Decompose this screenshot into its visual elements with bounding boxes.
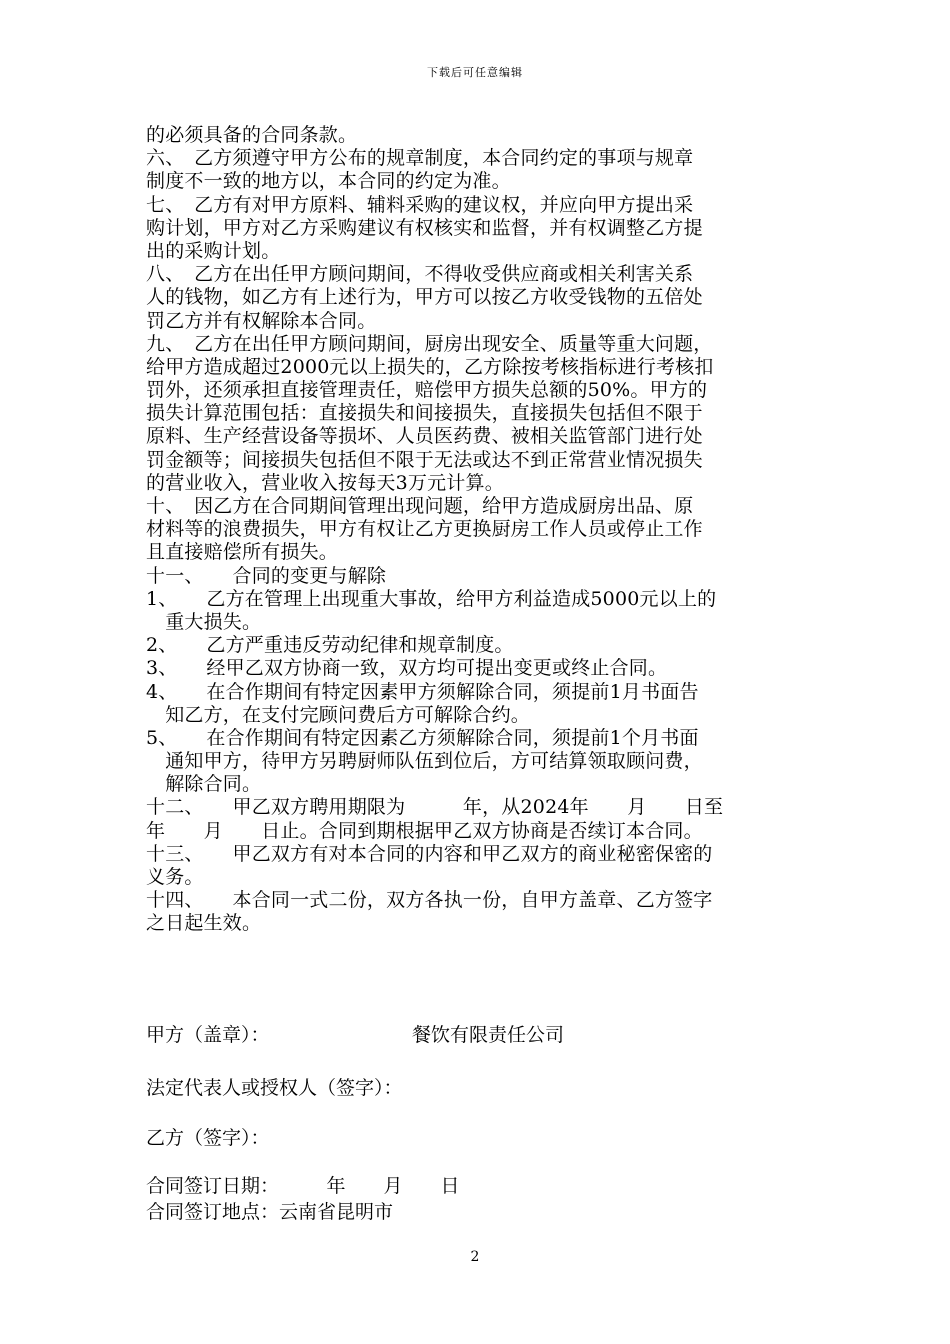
text-line: 原料、生产经营设备等损坏、人员医药费、被相关监管部门进行处 bbox=[146, 425, 703, 448]
text-line: 出的采购计划。 bbox=[146, 239, 281, 262]
signing-place-line: 合同签订地点：云南省昆明市 bbox=[146, 1201, 394, 1223]
text-line: 八、 乙方在出任甲方顾问期间，不得收受供应商或相关利害关系 bbox=[146, 263, 694, 286]
party-a-seal-line: 甲方（盖章）： 餐饮有限责任公司 bbox=[146, 1024, 565, 1046]
text-line: 给甲方造成超过2000元以上损失的，乙方除按考核指标进行考核扣 bbox=[146, 355, 714, 378]
text-line: 十二、 甲乙双方聘用期限为 年，从2024年 月 日至 bbox=[146, 796, 724, 819]
text-line: 5、 在合作期间有特定因素乙方须解除合同，须提前1个月书面 bbox=[146, 726, 699, 749]
text-line: 人的钱物，如乙方有上述行为，甲方可以按乙方收受钱物的五倍处 bbox=[146, 286, 703, 309]
text-line: 七、 乙方有对甲方原料、辅料采购的建议权，并应向甲方提出采 bbox=[146, 193, 694, 216]
text-line: 2、 乙方严重违反劳动纪律和规章制度。 bbox=[146, 634, 514, 657]
text-line: 3、 经甲乙双方协商一致，双方均可提出变更或终止合同。 bbox=[146, 657, 668, 680]
signing-date-line: 合同签订日期： 年 月 日 bbox=[146, 1175, 460, 1197]
party-b-signature-line: 乙方（签字）： bbox=[146, 1127, 270, 1149]
text-line: 九、 乙方在出任甲方顾问期间，厨房出现安全、质量等重大问题， bbox=[146, 332, 713, 355]
text-line: 罚乙方并有权解除本合同。 bbox=[146, 309, 377, 332]
text-line: 罚金额等；间接损失包括但不限于无法或达不到正常营业情况损失 bbox=[146, 448, 703, 471]
text-line: 年 月 日止。合同到期根据甲乙双方协商是否续订本合同。 bbox=[146, 819, 703, 842]
text-line: 且直接赔偿所有损失。 bbox=[146, 541, 339, 564]
text-line: 义务。 bbox=[146, 866, 204, 888]
text-line: 十、 因乙方在合同期间管理出现问题，给甲方造成厨房出品、原 bbox=[146, 495, 694, 517]
legal-rep-signature-line: 法定代表人或授权人（签字）： bbox=[146, 1077, 403, 1099]
contract-body bbox=[146, 124, 808, 936]
text-line: 购计划，甲方对乙方采购建议有权核实和监督，并有权调整乙方提 bbox=[146, 216, 703, 239]
text-line: 重大损失。 bbox=[146, 610, 262, 633]
text-line: 的营业收入，营业收入按每天3万元计算。 bbox=[146, 471, 504, 494]
page-number: 2 bbox=[470, 1249, 480, 1265]
text-line: 损失计算范围包括：直接损失和间接损失，直接损失包括但不限于 bbox=[146, 402, 703, 425]
text-line: 之日起生效。 bbox=[146, 912, 262, 935]
text-line: 十三、 甲乙双方有对本合同的内容和甲乙双方的商业秘密保密的 bbox=[146, 842, 713, 865]
text-line: 通知甲方，待甲方另聘厨师队伍到位后，方可结算领取顾问费， bbox=[146, 750, 703, 773]
text-line: 十四、 本合同一式二份，双方各执一份，自甲方盖章、乙方签字 bbox=[146, 889, 713, 912]
text-line: 解除合同。 bbox=[146, 773, 262, 796]
text-line: 4、 在合作期间有特定因素甲方须解除合同，须提前1月书面告 bbox=[146, 680, 699, 703]
text-line: 制度不一致的地方以，本合同的约定为准。 bbox=[146, 170, 511, 193]
text-line: 的必须具备的合同条款。 bbox=[146, 124, 358, 146]
text-line: 罚外，还须承担直接管理责任，赔偿甲方损失总额的50%。甲方的 bbox=[146, 379, 708, 402]
text-line: 六、 乙方须遵守甲方公布的规章制度，本合同约定的事项与规章 bbox=[146, 147, 694, 170]
text-line: 材料等的浪费损失，甲方有权让乙方更换厨房工作人员或停止工作 bbox=[146, 518, 703, 541]
text-line: 1、 乙方在管理上出现重大事故，给甲方利益造成5000元以上的 bbox=[146, 587, 717, 610]
section-heading: 十一、 合同的变更与解除 bbox=[146, 564, 387, 587]
page-header: 下载后可任意编辑 bbox=[427, 66, 523, 79]
text-line: 知乙方，在支付完顾问费后方可解除合约。 bbox=[146, 703, 531, 726]
